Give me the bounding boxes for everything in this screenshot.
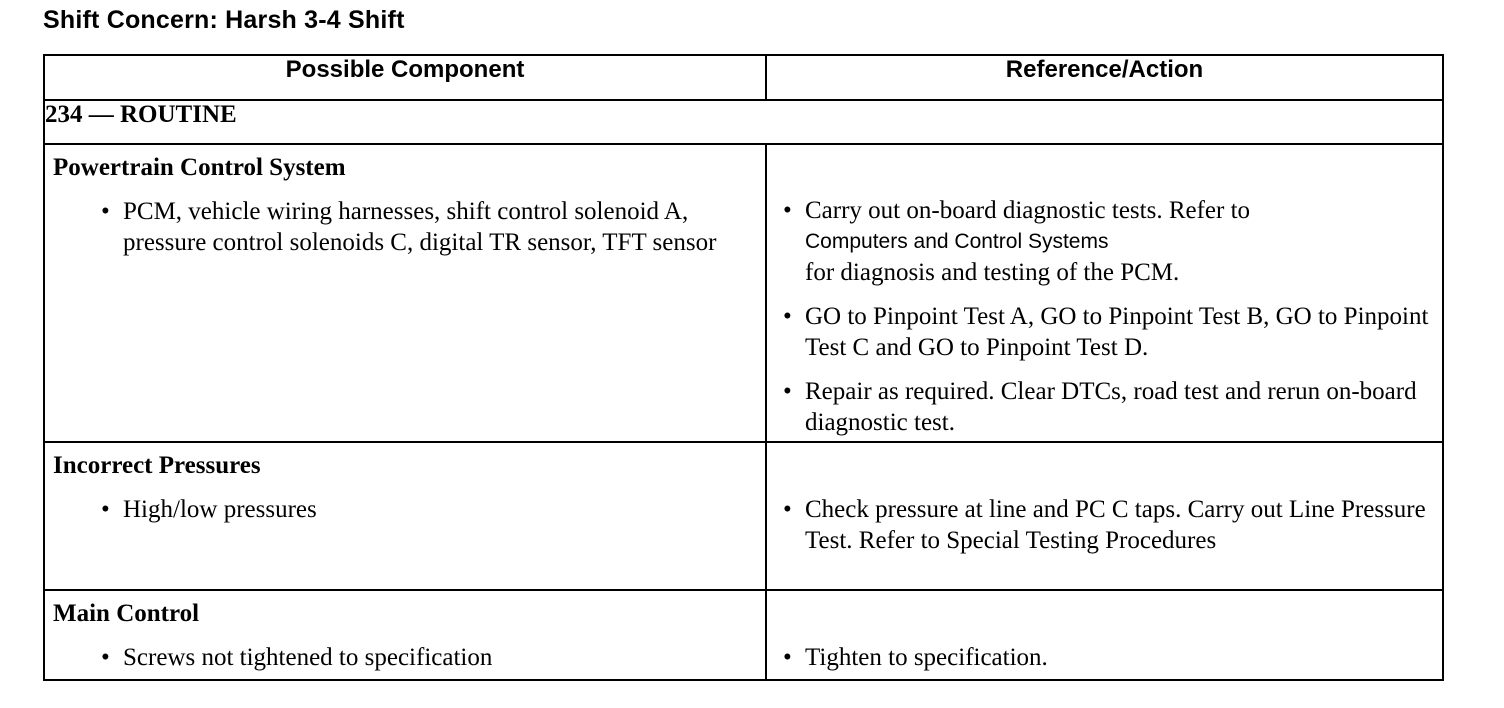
- action-cell: [766, 590, 1443, 680]
- component-item: • High/low pressures: [97, 494, 765, 525]
- diagnosis-table: [43, 54, 1444, 681]
- component-title: Powertrain Control System: [53, 154, 346, 181]
- group-row: [44, 100, 1443, 144]
- action-item: • Repair as required. Clear DTCs, road test and rerun on-board diagnostic test.: [779, 376, 1442, 438]
- header-row: [44, 55, 1443, 100]
- component-title: Main Control: [53, 600, 200, 627]
- header-possible-component: Possible Component: [44, 55, 766, 100]
- action-item: • Tighten to specification.: [779, 642, 1442, 673]
- header-reference-action: Reference/Action: [766, 55, 1443, 100]
- page-title: Shift Concern: Harsh 3-4 Shift: [43, 6, 405, 34]
- action-cell: [766, 442, 1443, 590]
- action-text: Carry out on-board diagnostic tests. Refer to: [805, 197, 1251, 224]
- component-item: • Screws not tightened to specification: [97, 642, 765, 673]
- component-cell: [44, 590, 766, 680]
- group-label: 234 — ROUTINE: [44, 100, 1443, 144]
- component-item: • PCM, vehicle wiring harnesses, shift control solenoid A, pressure control solenoids C, digital TR sensor, TFT sensor: [97, 196, 765, 258]
- reference-link[interactable]: Computers and Control Systems: [805, 230, 1109, 253]
- component-cell: [44, 144, 766, 442]
- action-item: [779, 195, 1442, 288]
- component-title: Incorrect Pressures: [53, 452, 261, 479]
- action-item: • GO to Pinpoint Test A, GO to Pinpoint Test B, GO to Pinpoint Test C and GO to Pinpoint Test D.: [779, 301, 1442, 363]
- table-row: [44, 144, 1443, 442]
- table-row: [44, 442, 1443, 590]
- component-cell: [44, 442, 766, 590]
- action-item: • Check pressure at line and PC C taps. Carry out Line Pressure Test. Refer to Special Testing Procedures: [779, 494, 1442, 556]
- action-cell: [766, 144, 1443, 442]
- reference-after-text: for diagnosis and testing of the PCM.: [805, 259, 1180, 286]
- table-row: [44, 590, 1443, 680]
